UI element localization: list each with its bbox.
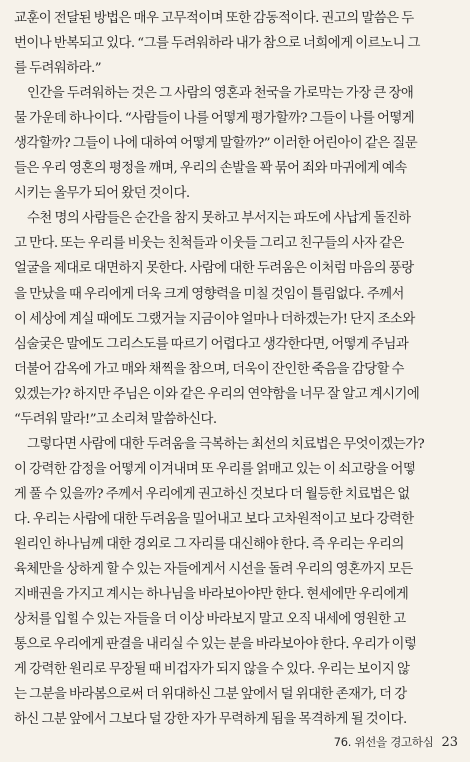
paragraph xyxy=(14,206,460,431)
text-line: 육체만을 상하게 할 수 있는 자들에게서 시선을 돌려 우리의 영혼까지 모든 xyxy=(14,562,413,578)
text-line: 생각할까? 그들이 나에 대하여 어떻게 말할까?” 이러한 어린아이 같은 질문 xyxy=(14,136,418,152)
text-line: 이 세상에 계실 때에도 그랬거늘 지금이야 얼마나 더하겠는가! 단지 조소와 xyxy=(14,311,415,327)
page-footer xyxy=(334,734,458,750)
text-line: 는 그분을 바라봄으로써 더 위대하신 그분 앞에서 덜 위대한 존재가, 더 강 xyxy=(14,687,407,703)
text-line: 다. 우리는 사람에 대한 두려움을 밀어내고 보다 고차원적이고 보다 강력한 xyxy=(14,511,414,527)
text-line: 인간을 두려워하는 것은 그 사람의 영혼과 천국을 가로막는 가장 큰 장애 xyxy=(27,86,414,102)
text-line: 고 만다. 또는 우리를 비웃는 친척들과 이웃들 그리고 친구들의 사자 같은 xyxy=(14,236,404,252)
text-line: 들은 우리 영혼의 평정을 깨며, 우리의 손발을 꽉 묶어 죄와 마귀에게 예속 xyxy=(14,161,407,177)
text-line: 더불어 감옥에 가고 매와 채찍을 참으며, 더욱이 잔인한 죽음을 감당할 수 xyxy=(14,361,404,377)
text-line: 게 풀 수 있을까? 주께서 우리에게 권고하신 것보다 더 월등한 치료법은 없 xyxy=(14,486,410,502)
text-line: 지배권을 가지고 계시는 하나님을 바라보아야만 한다. 현세에만 우리에게 xyxy=(14,587,409,603)
text-line: 를 두려워하라.” xyxy=(14,61,102,77)
text-line: 번이나 반복되고 있다. “그를 두려워하라 내가 참으로 너희에게 이르노니 그 xyxy=(14,36,420,52)
text-line: 있겠는가? 하지만 주님은 이와 같은 우리의 연약함을 너무 잘 알고 계시기에 xyxy=(14,386,420,402)
text-line: 얼굴을 제대로 대면하지 못한다. 사람에 대한 두려움은 이처럼 마음의 풍랑 xyxy=(14,261,414,277)
chapter-title: 76. 위선을 경고하심 xyxy=(333,735,434,749)
text-line: 수천 명의 사람들은 순간을 참지 못하고 부서지는 파도에 사납게 돌진하 xyxy=(27,211,411,227)
text-line: 을 만났을 때 우리에게 더욱 크게 영향력을 미칠 것임이 틀림없다. 주께서 xyxy=(14,286,404,302)
page-number: 23 xyxy=(441,735,458,750)
text-line: 원리인 하나님께 대한 경외로 그 자리를 대신해야 한다. 즉 우리는 우리의 xyxy=(14,536,404,552)
paragraph xyxy=(14,81,460,206)
text-line: 통으로 우리에게 판결을 내리실 수 있는 분을 바라보아야 한다. 우리가 이렇 xyxy=(14,637,417,653)
text-line: 시키는 올무가 되어 왔던 것이다. xyxy=(14,186,190,202)
paragraph xyxy=(14,6,460,81)
text-line: 게 강력한 원리로 무장될 때 비겁자가 되지 않을 수 있다. 우리는 보이지 않 xyxy=(14,662,410,678)
text-line: 상처를 입힐 수 있는 자들을 더 이상 바라보지 말고 오직 내세에 영원한 고 xyxy=(14,612,406,628)
text-line: 교훈이 전달된 방법은 매우 고무적이며 또한 감동적이다. 권고의 말씀은 두 xyxy=(14,11,414,26)
text-line: 심술궂은 말에도 그리스도를 따르기 어렵다고 생각한다면, 어떻게 주님과 xyxy=(14,336,409,352)
text-line: 이 강력한 감정을 어떻게 이겨내며 또 우리를 얽매고 있는 이 쇠고랑을 어떻 xyxy=(14,461,416,477)
text-line: 하신 그분 앞에서 그보다 덜 강한 자가 무력하게 됨을 목격하게 될 것이다. xyxy=(14,712,407,728)
text-line: 그렇다면 사람에 대한 두려움을 극복하는 최선의 치료법은 무엇이겠는가? xyxy=(27,436,425,452)
text-line: 물 가운데 하나이다. “사람들이 나를 어떻게 평가할까? 그들이 나를 어떻게 xyxy=(14,111,415,127)
paragraph xyxy=(14,432,460,733)
body-text xyxy=(14,6,460,732)
text-line: “두려워 말라!”고 소리쳐 말씀하신다. xyxy=(14,411,217,427)
